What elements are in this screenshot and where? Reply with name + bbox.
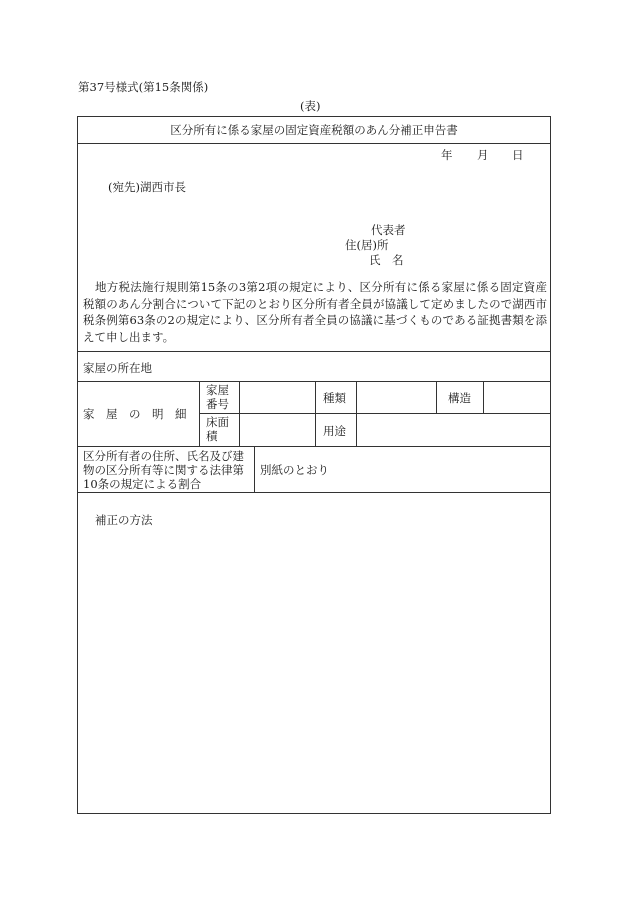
structure-col-right <box>483 381 484 413</box>
details-label: 家 屋 の 明 細 <box>83 407 187 421</box>
ratio-value: 別紙のとおり <box>260 463 329 477</box>
kind-label: 種類 <box>323 391 346 405</box>
ratio-bottom-line <box>77 492 551 493</box>
form-number: 第37号様式(第15条関係) <box>78 80 209 94</box>
ratio-label-line2: 物の区分所有等に関する法律第 <box>83 463 244 477</box>
location-label: 家屋の所在地 <box>83 361 152 375</box>
details-row-divider <box>199 413 551 414</box>
declaration-text: 地方税法施行規則第15条の3第2項の規定により、区分所有に係る家屋に係る固定資産税額のあん分割合について下記のとおり区分所有者全員が協議して定めましたので湖西市税条例第63条の2の規定により、区分所有者全員の協議に基づくものである証拠書類を添えて申し出ます。 <box>83 280 547 344</box>
structure-label: 構造 <box>448 391 471 405</box>
kind-col-right <box>356 381 357 446</box>
ratio-label-line1: 区分所有者の住所、氏名及び建 <box>83 449 244 463</box>
house-number-label <box>206 383 229 411</box>
house-number-line2: 番号 <box>206 397 229 411</box>
representative-label: 代表者 <box>371 223 406 237</box>
ratio-label-line3: 10条の規定による割合 <box>83 477 202 491</box>
addressee: (宛先)湖西市長 <box>108 180 186 194</box>
location-top-line <box>77 351 551 352</box>
date-day-label: 日 <box>512 148 524 162</box>
structure-col-left <box>436 381 437 413</box>
correction-method-label: 補正の方法 <box>95 513 153 527</box>
house-number-line1: 家屋 <box>206 383 229 397</box>
date-month-label: 月 <box>477 148 489 162</box>
kind-col-left <box>315 381 316 446</box>
location-bottom-line <box>77 381 551 382</box>
floor-area-line2: 積 <box>206 429 218 443</box>
usage-label: 用途 <box>323 424 346 438</box>
details-bottom-line <box>77 446 551 447</box>
floor-area-label <box>206 415 229 443</box>
address-label: 住(居)所 <box>345 238 389 252</box>
page-side-label: (表) <box>300 99 321 113</box>
ratio-label <box>83 449 244 491</box>
floor-area-line1: 床面 <box>206 415 229 429</box>
date-year-label: 年 <box>441 148 453 162</box>
ratio-col-divider <box>254 446 255 492</box>
form-title: 区分所有に係る家屋の固定資産税額のあん分補正申告書 <box>170 123 458 137</box>
name-label: 氏 名 <box>369 253 404 267</box>
title-divider <box>77 143 551 144</box>
